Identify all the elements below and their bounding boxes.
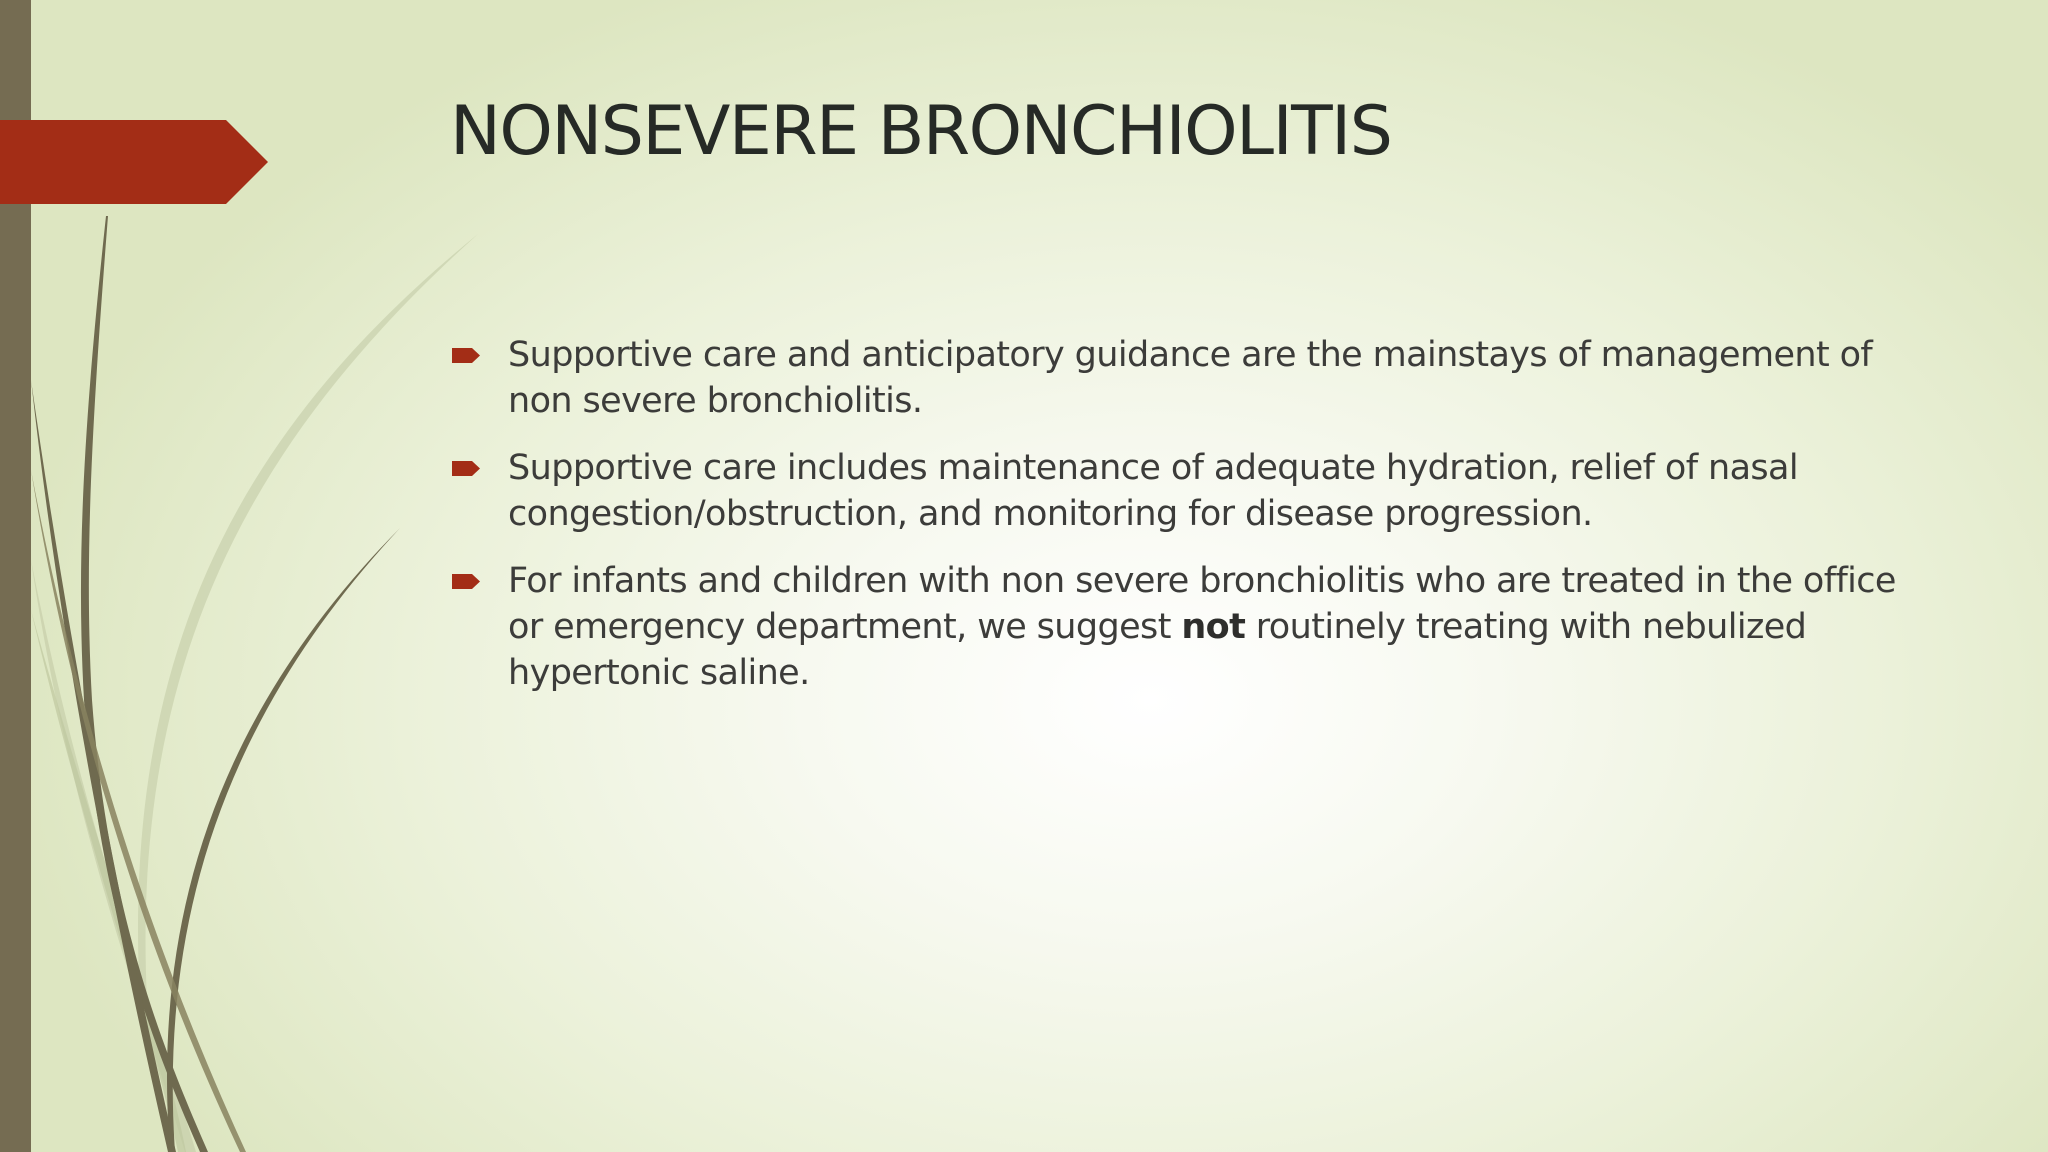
arrow-tag-icon xyxy=(452,574,480,589)
bullet-item xyxy=(450,558,1900,696)
bullet-item xyxy=(450,445,1900,537)
arrow-tag-icon xyxy=(452,348,480,363)
bullet-text: Supportive care and anticipatory guidance are the mainstays of management of non severe bronchiolitis. xyxy=(508,335,1873,421)
bullet-text xyxy=(508,561,1896,693)
arrow-tag-icon xyxy=(452,461,480,476)
emphasis-text: not xyxy=(1181,607,1246,647)
bullet-text-after: routinely treating with nebulized hypertonic saline. xyxy=(508,607,1807,693)
bullet-text-before: For infants and children with non severe bronchiolitis who are treated in the office or emergency department, we suggest xyxy=(508,561,1896,647)
red-chevron-banner xyxy=(0,120,268,204)
bullet-list xyxy=(450,332,1900,717)
slide-title: NONSEVERE BRONCHIOLITIS xyxy=(450,92,1392,171)
bullet-item xyxy=(450,332,1900,424)
bullet-text: Supportive care includes maintenance of adequate hydration, relief of nasal congestion/obstruction, and monitoring for disease progression. xyxy=(508,448,1799,534)
